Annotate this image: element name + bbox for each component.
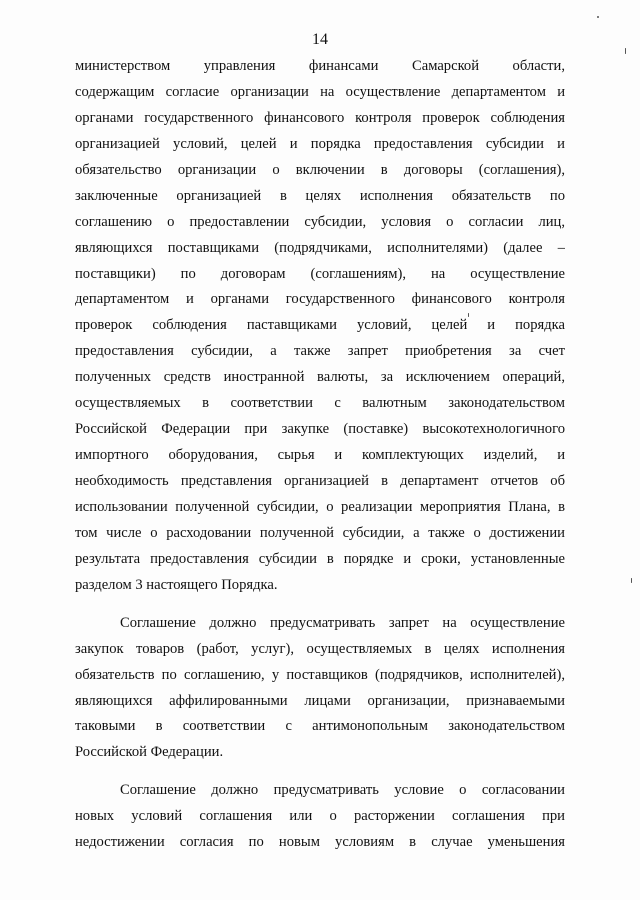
text-line: являющихся поставщиками (подрядчиками, исполнителями) (далее –	[75, 239, 565, 256]
text-line: полученных средств иностранной валюты, за исключением операций,	[75, 369, 565, 386]
text-line: соглашению о предоставлении субсидии, условия о согласии лиц,	[75, 213, 565, 230]
page-number: 14	[312, 31, 328, 48]
text-line: проверок соблюдения паставщиками условий, целей и порядка	[75, 317, 565, 334]
text-line: органами государственного финансового контроля проверок соблюдения	[75, 109, 565, 126]
text-line: предоставления субсидии, а также запрет приобретения за счет	[75, 343, 565, 360]
paragraph-gap	[75, 599, 565, 611]
text-line: использовании полученной субсидии, о реализации мероприятия Плана, в	[75, 498, 565, 515]
text-line: недостижении согласия по новым условиям в случае уменьшения	[75, 834, 565, 851]
scan-speck	[625, 48, 626, 54]
paragraph	[75, 611, 565, 767]
text-line: закупок товаров (работ, услуг), осуществляемых в целях исполнения	[75, 640, 565, 657]
scan-speck	[468, 313, 469, 317]
text-line: Соглашение должно предусматривать запрет на осуществление	[120, 614, 565, 631]
paragraph	[75, 54, 565, 599]
text-line: министерством управления финансами Самарской области,	[75, 58, 565, 74]
text-line: импортного оборудования, сырья и комплектующих изделий, и	[75, 447, 565, 464]
text-line: новых условий соглашения или о расторжении соглашения при	[75, 808, 565, 825]
text-line: департаментом и органами государственного финансового контроля	[75, 291, 565, 308]
paragraph-gap	[75, 766, 565, 778]
text-line: Российской Федерации при закупке (поставке) высокотехнологичного	[75, 421, 565, 438]
scan-speck	[631, 578, 632, 583]
paragraph	[75, 778, 565, 856]
text-line: таковыми в соответствии с антимонопольным законодательством	[75, 718, 565, 735]
document-body	[75, 54, 565, 856]
text-line: Российской Федерации.	[75, 744, 224, 761]
text-line: необходимость представления организацией в департамент отчетов об	[75, 473, 565, 489]
text-line: поставщики) по договорам (соглашениям), на осуществление	[75, 265, 565, 282]
text-line: обязательств по соглашению, у поставщиков (подрядчиков, исполнителей),	[75, 666, 565, 683]
text-line: разделом 3 настоящего Порядка.	[75, 576, 278, 593]
text-line: заключенные организацией в целях исполнения обязательств по	[75, 187, 565, 204]
text-line: том числе о расходовании полученной субсидии, а также о достижении	[75, 524, 565, 541]
text-line: являющихся аффилированными лицами организации, признаваемыми	[75, 692, 565, 709]
text-line: обязательство организации о включении в договоры (соглашения),	[75, 161, 565, 178]
text-line: результата предоставления субсидии в порядке и сроки, установленные	[75, 550, 565, 567]
text-line: Соглашение должно предусматривать условие о согласовании	[120, 782, 565, 799]
text-line: организацией условий, целей и порядка предоставления субсидии и	[75, 135, 565, 152]
scan-speck	[597, 16, 599, 18]
text-line: осуществляемых в соответствии с валютным законодательством	[75, 395, 565, 412]
text-line: содержащим согласие организации на осуществление департаментом и	[75, 83, 565, 100]
